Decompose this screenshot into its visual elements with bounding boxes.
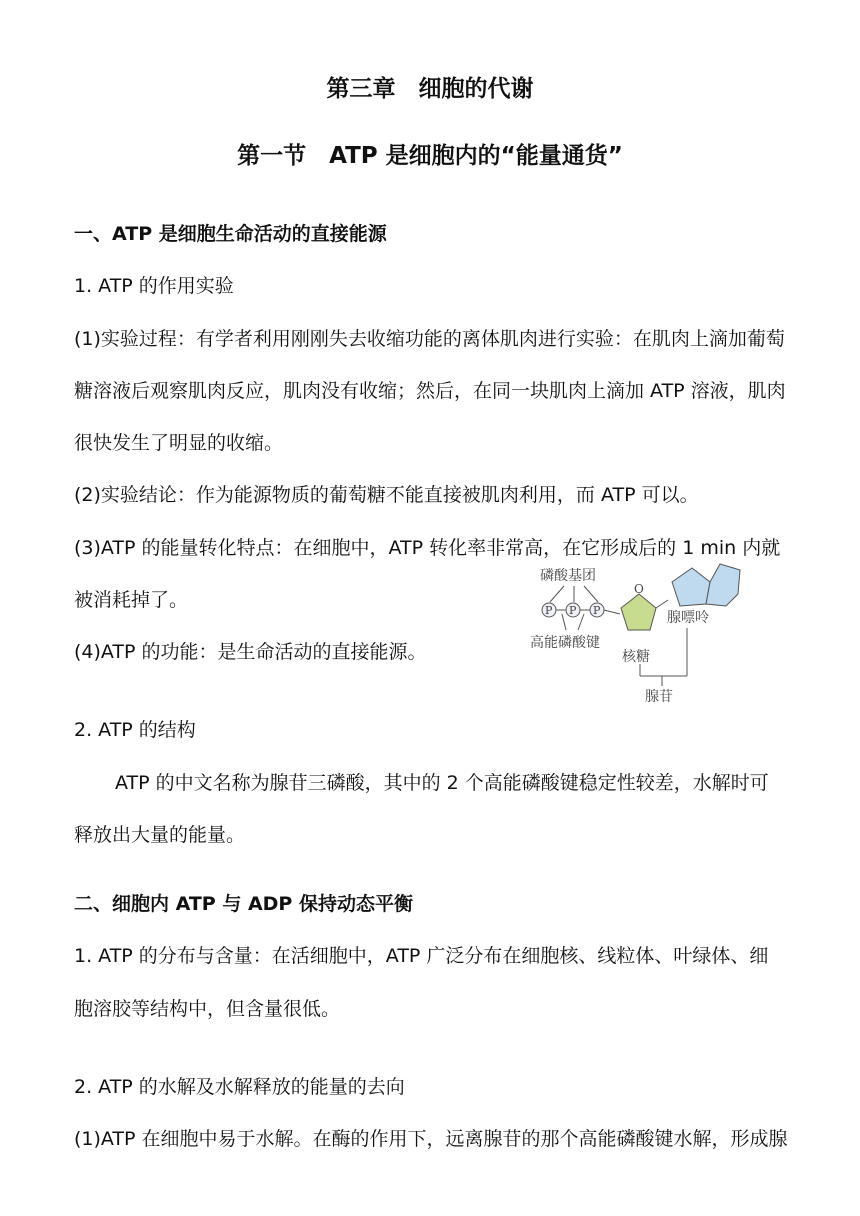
section-title: 第一节 ATP 是细胞内的“能量通货” [237, 143, 623, 169]
part2-heading: 二、细胞内 ATP 与 ADP 保持动态平衡 [74, 893, 413, 915]
phosphate-ribose-bond [604, 610, 620, 614]
label-high-energy-bond: 高能磷酸键 [530, 635, 600, 651]
part2-sub2-title: 2. ATP 的水解及水解释放的能量的去向 [74, 1076, 405, 1098]
part1-p1-line2: 糖溶液后观察肌肉反应，肌肉没有收缩；然后，在同一块肌肉上滴加 ATP 溶液，肌肉 [74, 380, 786, 402]
bond-pointer-line [562, 614, 566, 630]
adenine-ring-small [672, 568, 710, 606]
atp-structure-diagram [522, 560, 742, 708]
part1-p1-line3: 很快发生了明显的收缩。 [74, 432, 284, 454]
part1-p4: (4)ATP 的功能：是生命活动的直接能源。 [74, 641, 427, 663]
part2-p2-line1: (1)ATP 在细胞中易于水解。在酶的作用下，远离腺苷的那个高能磷酸键水解，形成腺 [74, 1128, 788, 1150]
part1-p3-line2: 被消耗掉了。 [74, 589, 189, 611]
adenine-ring-large [706, 564, 740, 606]
chapter-title: 第三章 细胞的代谢 [326, 76, 534, 102]
part1-p5-line2: 释放出大量的能量。 [74, 824, 246, 846]
part1-p1-line1: (1)实验过程：有学者利用刚刚失去收缩功能的离体肌肉进行实验：在肌肉上滴加葡萄 [74, 328, 785, 350]
part1-sub2-title: 2. ATP 的结构 [74, 719, 196, 741]
part1-p3-line1: (3)ATP 的能量转化特点：在细胞中，ATP 转化率非常高，在它形成后的 1 min 内就 [74, 537, 781, 559]
part1-p2: (2)实验结论：作为能源物质的葡萄糖不能直接被肌肉利用，而 ATP 可以。 [74, 484, 699, 506]
part2-p1-line1: 1. ATP 的分布与含量：在活细胞中，ATP 广泛分布在细胞核、线粒体、叶绿体、细 [74, 945, 769, 967]
ribose-adenine-bond [656, 600, 668, 608]
phosphate-symbol: P [569, 604, 577, 617]
label-adenosine: 腺苷 [645, 689, 673, 705]
part2-p1-line2: 胞溶胶等结构中，但含量很低。 [74, 998, 341, 1020]
ribose-oxygen-symbol: O [634, 582, 644, 596]
part1-heading: 一、ATP 是细胞生命活动的直接能源 [74, 223, 387, 245]
label-ribose: 核糖 [622, 649, 650, 665]
label-adenine: 腺嘌呤 [667, 610, 709, 626]
ribose-pentagon [621, 594, 656, 630]
phosphate-symbol: P [593, 604, 601, 617]
label-phosphate-group: 磷酸基团 [540, 568, 596, 584]
bond-pointer-line [578, 614, 584, 630]
phosphate-symbol: P [545, 604, 553, 617]
part1-p5-line1: ATP 的中文名称为腺苷三磷酸，其中的 2 个高能磷酸键稳定性较差，水解时可 [115, 772, 769, 794]
phosphate-bracket-line [584, 586, 598, 602]
phosphate-bracket-line [550, 586, 564, 602]
part1-sub1-title: 1. ATP 的作用实验 [74, 275, 234, 297]
